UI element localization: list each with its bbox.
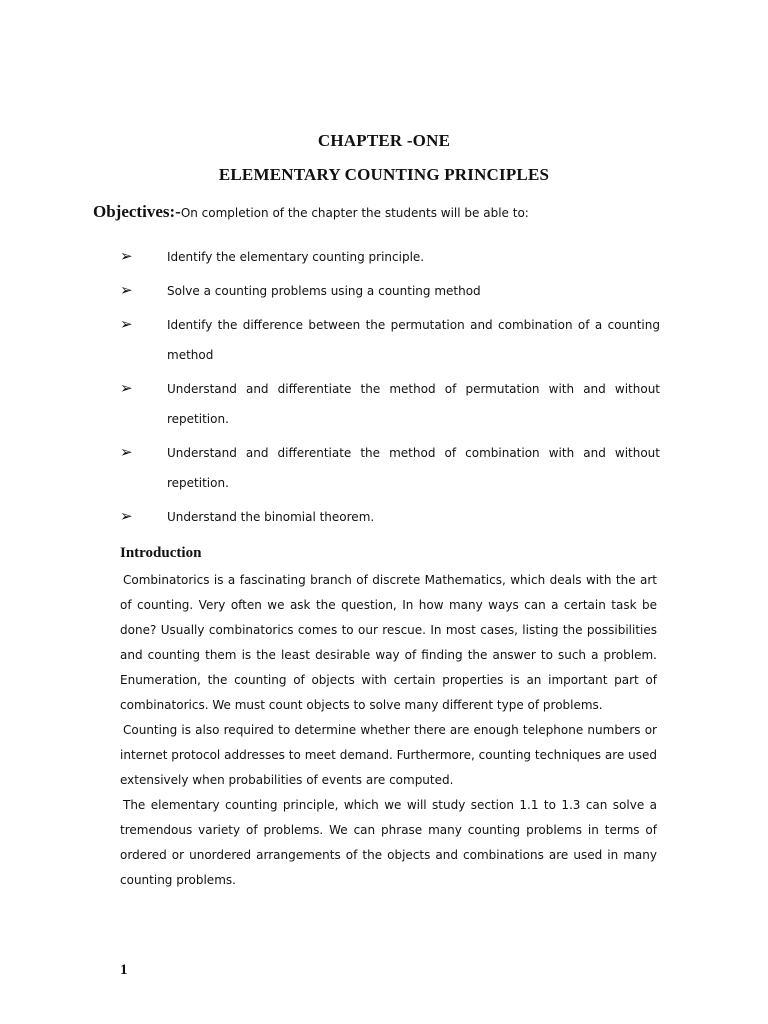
arrow-bullet-icon: ➢ <box>120 281 133 299</box>
arrow-bullet-icon: ➢ <box>120 507 133 525</box>
objective-text: Understand the binomial theorem. <box>167 510 375 524</box>
objective-text: Understand and differentiate the method of combination with and without repetition. <box>167 446 660 490</box>
objectives-intro: On completion of the chapter the students will be able to: <box>180 206 529 220</box>
objective-text: Identify the difference between the permutation and combination of a counting method <box>167 318 660 362</box>
objective-item <box>120 502 660 532</box>
objectives-heading: Objectives:- <box>93 202 181 221</box>
chapter-title: ELEMENTARY COUNTING PRINCIPLES <box>218 165 550 184</box>
objective-item <box>120 242 660 272</box>
objective-item <box>120 276 660 306</box>
page-number: 1 <box>120 962 128 978</box>
objectives-line <box>93 202 693 222</box>
chapter-label: CHAPTER -ONE <box>317 131 451 150</box>
objective-item <box>120 310 660 370</box>
introduction-heading: Introduction <box>120 545 202 561</box>
arrow-bullet-icon: ➢ <box>120 379 133 397</box>
objective-item <box>120 374 660 434</box>
objective-item <box>120 438 660 498</box>
arrow-bullet-icon: ➢ <box>120 315 133 333</box>
arrow-bullet-icon: ➢ <box>120 443 133 461</box>
objective-text: Understand and differentiate the method of permutation with and without repetition. <box>167 382 660 426</box>
introduction-body <box>120 568 657 893</box>
introduction-paragraph: The elementary counting principle, which we will study section 1.1 to 1.3 can solve a tremendous variety of problems. We can phrase many counting problems in terms of ordered or unordered arrangements of the objects and combinations are used in many counting problems. <box>120 798 657 887</box>
introduction-paragraph: Combinatorics is a fascinating branch of discrete Mathematics, which deals with the art of counting. Very often we ask the question, In how many ways can a certain task be done? Usually combinatorics comes to our rescue. In most cases, listing the possibilities and counting them is the least desirable way of finding the answer to such a problem. Enumeration, the counting of objects with certain properties is an important part of combinatorics. We must count objects to solve many different type of problems. <box>120 573 657 712</box>
introduction-paragraph: Counting is also required to determine whether there are enough telephone numbers or internet protocol addresses to meet demand. Furthermore, counting techniques are used extensively when probabilities of events are computed. <box>120 723 657 787</box>
objective-text: Identify the elementary counting principle. <box>167 250 425 264</box>
arrow-bullet-icon: ➢ <box>120 247 133 265</box>
objective-text: Solve a counting problems using a counting method <box>167 284 481 298</box>
objectives-list <box>120 242 660 536</box>
